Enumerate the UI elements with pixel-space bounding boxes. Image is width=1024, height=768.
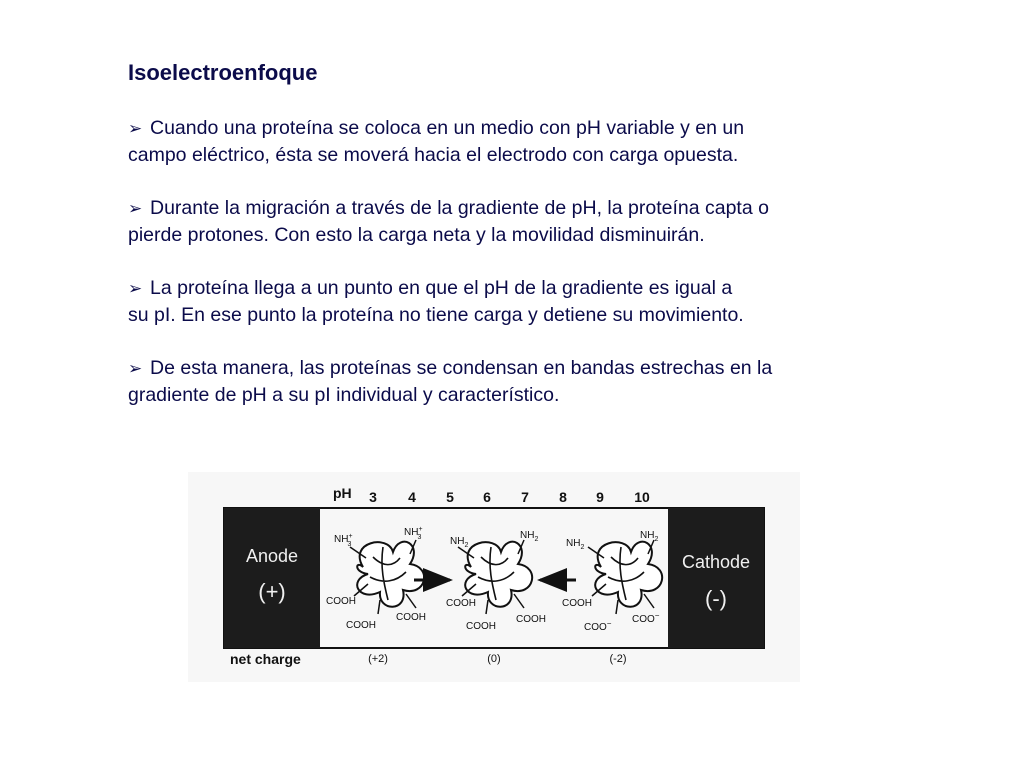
slide-title: Isoelectroenfoque — [128, 60, 318, 85]
net-charge-value: (-2) — [609, 653, 627, 665]
group-label: COO — [632, 614, 655, 625]
cathode-block — [668, 508, 764, 648]
bullet-text: De esta manera, las proteínas se condensan en bandas estrechas en la — [150, 357, 773, 379]
bullet-item — [128, 275, 928, 329]
group-label: COO — [584, 622, 607, 633]
group-label: COOH — [516, 614, 546, 625]
arrow-bullet-icon: ➢ — [128, 359, 143, 378]
group-sup: + — [348, 533, 353, 540]
group-label: COOH — [326, 596, 356, 607]
net-charge-label: net charge — [230, 651, 301, 667]
ph-tick: 10 — [634, 489, 650, 505]
group-sup: − — [606, 619, 612, 628]
anode-label: Anode — [245, 546, 299, 566]
ph-tick: 9 — [596, 489, 604, 505]
arrow-bullet-icon: ➢ — [128, 119, 143, 138]
group-sub: 3 — [417, 534, 422, 541]
ph-tick: 8 — [559, 489, 567, 505]
group-sub: 3 — [347, 541, 352, 548]
group-sup: + — [418, 526, 423, 533]
bullet-text: pierde protones. Con esto la carga neta y la movilidad disminuirán. — [128, 224, 705, 246]
bullet-text: su pI. En ese punto la proteína no tiene carga y detiene su movimiento. — [128, 304, 744, 326]
group-sub: 2 — [580, 544, 585, 551]
group-label: NH — [566, 538, 581, 549]
net-charge-value: (0) — [487, 653, 501, 665]
group-label: NH — [404, 527, 419, 538]
group-label: COOH — [346, 620, 376, 631]
group-label: NH — [450, 536, 465, 547]
bullet-list — [128, 115, 928, 435]
group-label: NH — [640, 530, 655, 541]
ph-tick: 4 — [408, 489, 416, 505]
bullet-text: Cuando una proteína se coloca en un medio con pH variable y en un — [150, 117, 745, 139]
bullet-item — [128, 355, 928, 409]
isoelectric-focusing-diagram — [188, 472, 800, 682]
anode-block — [224, 508, 320, 648]
ph-label: pH — [333, 485, 352, 501]
group-label: NH — [520, 530, 535, 541]
ph-tick: 7 — [521, 489, 529, 505]
group-label: COOH — [446, 598, 476, 609]
ph-tick: 6 — [483, 489, 491, 505]
anode-sign: (+) — [258, 579, 286, 604]
net-charge-value: (+2) — [368, 653, 388, 665]
group-sub: 2 — [464, 542, 469, 549]
bullet-text: Durante la migración a través de la gradiente de pH, la proteína capta o — [150, 197, 769, 219]
group-label: COOH — [466, 621, 496, 632]
group-label: COOH — [562, 598, 592, 609]
bullet-text: La proteína llega a un punto en que el pH de la gradiente es igual a — [150, 277, 733, 299]
cathode-label: Cathode — [681, 552, 751, 572]
ph-tick: 3 — [369, 489, 377, 505]
group-sub: 2 — [654, 536, 659, 543]
bullet-item — [128, 115, 928, 169]
arrow-bullet-icon: ➢ — [128, 279, 143, 298]
bullet-item — [128, 195, 928, 249]
group-label: COOH — [396, 612, 426, 623]
bullet-text: campo eléctrico, ésta se moverá hacia el electrodo con carga opuesta. — [128, 144, 739, 166]
ph-tick: 5 — [446, 489, 454, 505]
bullet-text: gradiente de pH a su pI individual y característico. — [128, 384, 560, 406]
group-label: NH — [334, 534, 349, 545]
group-sub: 2 — [534, 536, 539, 543]
group-sup: − — [654, 611, 660, 620]
cathode-sign: (-) — [705, 586, 727, 611]
arrow-bullet-icon: ➢ — [128, 199, 143, 218]
